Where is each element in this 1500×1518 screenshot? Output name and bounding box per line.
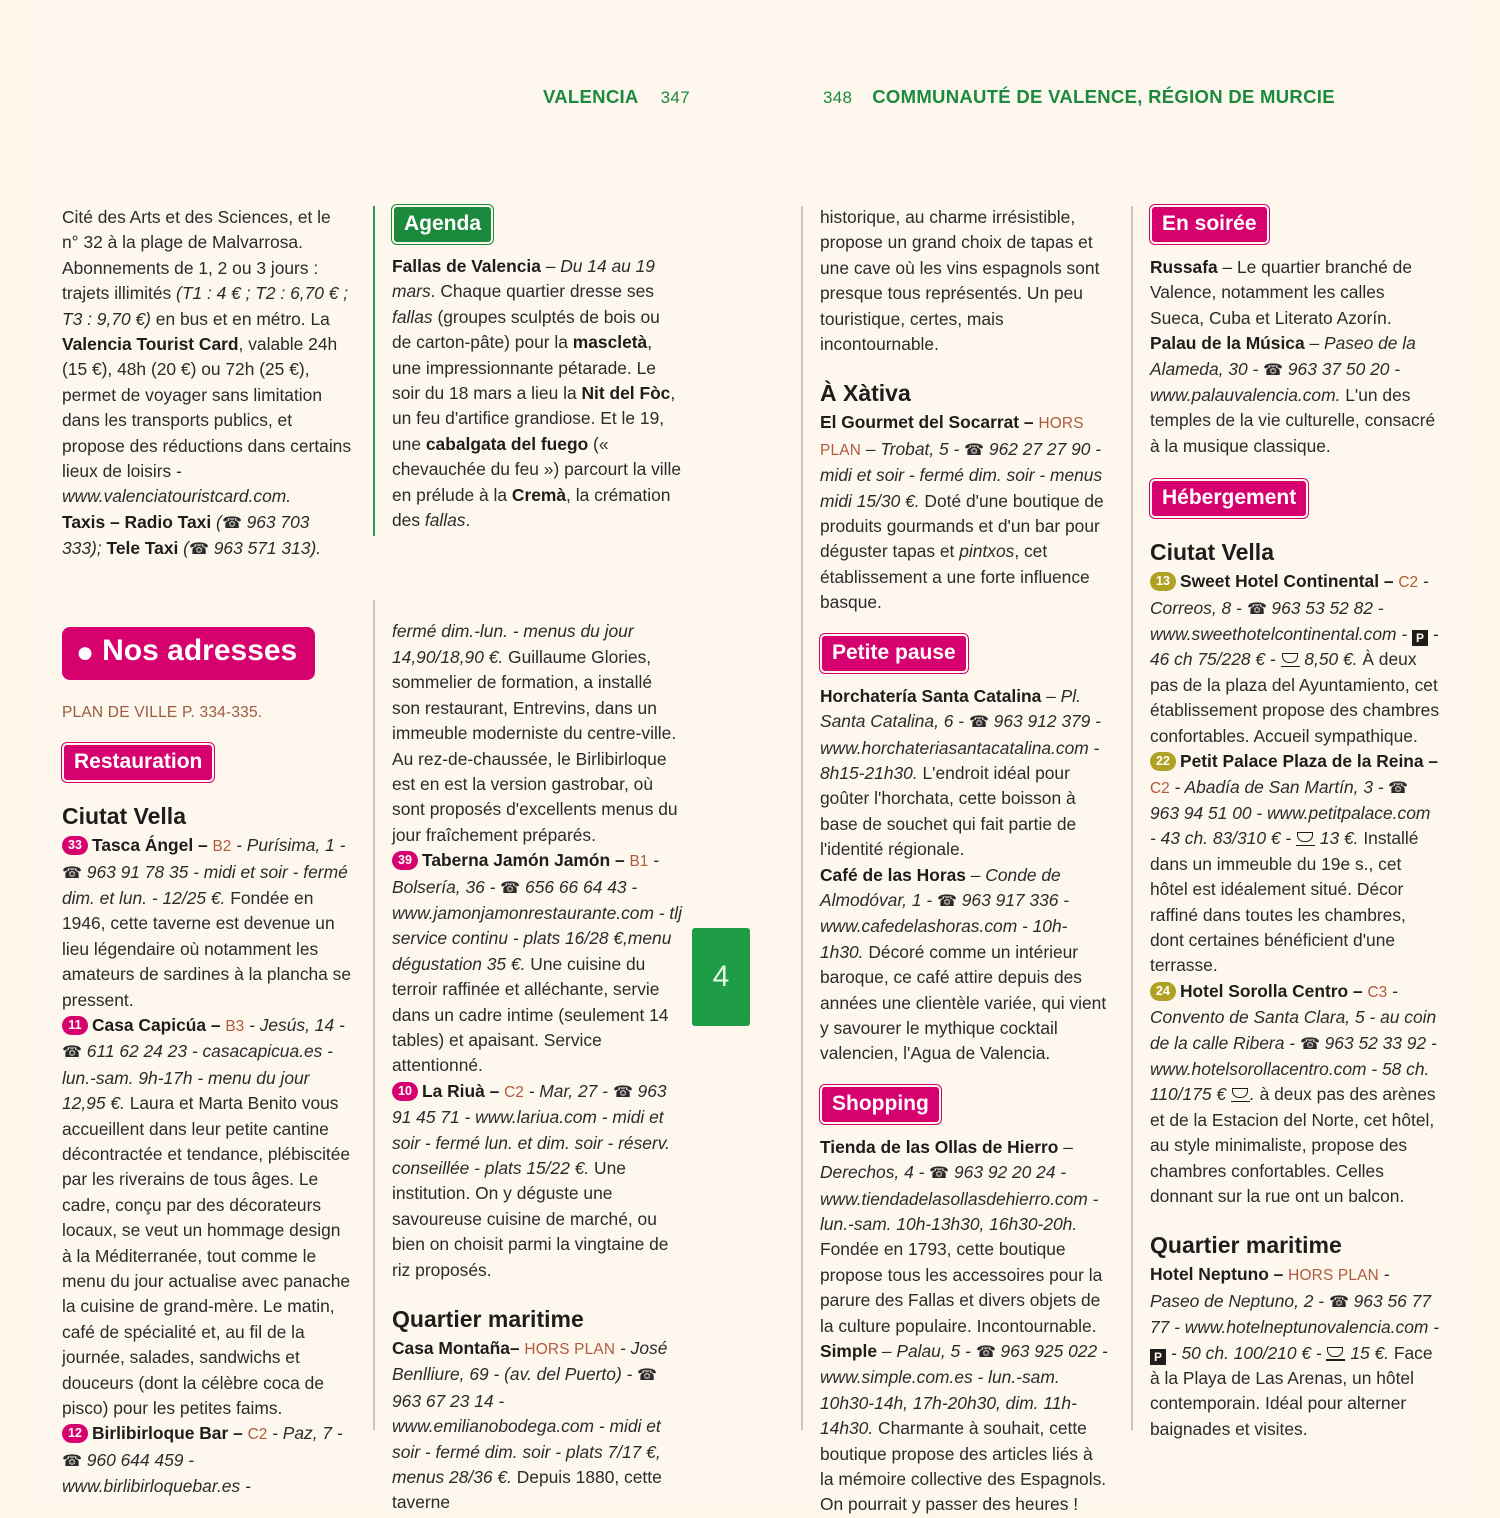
listing-cafe-de-las-horas bbox=[820, 863, 1110, 1067]
column-4 bbox=[1150, 205, 1440, 1442]
mascleta-term: mascletà bbox=[572, 332, 648, 353]
listing-tienda-ollas-de-hierro bbox=[820, 1135, 1110, 1339]
phone-icon: ☎ bbox=[1299, 1035, 1320, 1053]
birlibirloque-continuation bbox=[392, 619, 682, 848]
phone-icon: ☎ bbox=[62, 864, 82, 882]
quartier-maritime-heading-1: Quartier maritime bbox=[392, 1306, 584, 1333]
listing-description: Décoré comme un intérieur baroque, ce café attire depuis des années une clientèle variée, qui vient y savourer le mythique cocktail valencien, l'Agua de Valencia. bbox=[820, 941, 1107, 1064]
listing-description: L'endroit idéal pour goûter l'horchata, cette boisson à base de souchet qui fait partie de l'identité régionale. bbox=[820, 762, 1077, 860]
listing-name: Tasca Ángel bbox=[92, 835, 194, 856]
map-badge-13: 13 bbox=[1150, 572, 1176, 591]
listing-address: - Paseo de Neptuno, 2 - bbox=[1150, 1264, 1390, 1311]
phone-icon: ☎ bbox=[968, 714, 989, 732]
valencia-tourist-card-label: Valencia Tourist Card bbox=[62, 334, 239, 355]
running-head-left bbox=[543, 86, 690, 108]
column-3 bbox=[820, 205, 1110, 1518]
transport-text-2: en bus et en métro. La bbox=[150, 308, 330, 329]
listing-name: Hotel Neptuno bbox=[1150, 1264, 1269, 1285]
taxis-label: Taxis bbox=[62, 511, 106, 532]
listing-horchateria-santa-catalina bbox=[820, 684, 1110, 863]
petite-pause-label: Petite pause bbox=[832, 640, 956, 664]
transport-paragraph bbox=[62, 205, 352, 510]
folio-348: 348 bbox=[823, 88, 853, 107]
listing-address: - Convento de Santa Clara, 5 - au coin de la calle Ribera - bbox=[1150, 980, 1437, 1053]
column-2 bbox=[392, 205, 682, 1516]
listing-breakfast-price: 13 €. bbox=[1314, 828, 1359, 849]
listing-phone-hours: 963 912 379 - www.horchateriasantacatalina.com - 8h15-21h30. bbox=[820, 711, 1101, 783]
quartier-maritime-heading-2: Quartier maritime bbox=[1150, 1232, 1342, 1259]
listing-name: Tienda de las Ollas de Hierro bbox=[820, 1136, 1059, 1157]
listing-phone-hours: 656 66 64 43 - www.jamonjamonrestaurante.com - tlj service continu - plats 16/28 €,menu dégustation 35 €. bbox=[392, 876, 682, 974]
listing-phone-hours: 963 91 45 71 - www.lariua.com - midi et soir - fermé lun. et dim. soir - réserv. conseillée - plats 15/22 €. bbox=[392, 1080, 670, 1178]
phone-icon: ☎ bbox=[975, 1344, 996, 1362]
taxis-dash: – bbox=[105, 511, 125, 532]
listing-address: - Paz, 7 - bbox=[267, 1423, 343, 1444]
shopping-label: Shopping bbox=[832, 1091, 929, 1115]
phone-icon: ☎ bbox=[62, 1452, 82, 1470]
listing-hotel-neptuno: Hotel Neptuno – HORS PLAN - Paseo de Neptuno, 2 - ☎ 963 56 77 77 - www.hotelneptunovalencia.com - P - 50 ch. 100/210 € - 15 €. Face à la Playa de Las Arenas, un hôtel contemporain. Idéal pour alterner baignades et visites. bbox=[1150, 1264, 1440, 1439]
breakfast-icon bbox=[1281, 653, 1300, 667]
running-head-left-title: VALENCIA bbox=[543, 86, 639, 107]
listing-russafa bbox=[1150, 255, 1440, 331]
listing-birlibirloque-bar: 12 Birlibirloque Bar – C2 - Paz, 7 - ☎ 960 644 459 - www.birlibirloquebar.es - bbox=[62, 1423, 343, 1497]
listing-address: - José Benlliure, 69 - (av. del Puerto) - bbox=[392, 1338, 668, 1385]
location-pin-icon: ● bbox=[76, 635, 95, 669]
listing-phone-hours: 962 27 27 90 - midi et soir - fermé dim. soir - menus midi 15/30 €. bbox=[820, 438, 1103, 511]
map-reference: C3 bbox=[1367, 983, 1388, 1001]
birlibirloque-description: Guillaume Glories, sommelier de formation, a installé son restaurant, Entrevins, dans un immeuble moderniste du centre-ville. Au rez-de-chaussée, le Birlibirloque est en est la version gastrobar, où sont proposés d'excellents menus du jour fraîchement préparés. bbox=[392, 646, 678, 845]
listing-description: Installé dans un immeuble du 19e s., cet hôtel est idéalement situé. Décor raffiné dans toutes les chambres, dont certaines bénéficient d'une terrasse. bbox=[1150, 828, 1419, 976]
listing-taberna-jamon-jamon: 39 Taberna Jamón Jamón – B1 - Bolsería, 36 - ☎ 656 66 64 43 - www.jamonjamonrestaurante.com - tlj service continu - plats 16/28 €,menu dégustation 35 €. Une cuisine du terroir raffinée et alléchante, servie dans un cadre intime (seulement 14 tables) et apaisant. Service attentionné. bbox=[392, 850, 682, 1076]
breakfast-icon bbox=[1231, 1088, 1250, 1102]
listing-simple bbox=[820, 1339, 1110, 1518]
plan-de-ville-reference: PLAN DE VILLE P. 334-335. bbox=[62, 703, 263, 721]
casa-montana-continuation: historique, au charme irrésistible, propose un grand choix de tapas et une cave où les vins espagnols sont presque tous représentés. Un peu touristique, certes, mais incontournable. bbox=[820, 207, 1100, 355]
column-rule-agenda bbox=[373, 206, 375, 536]
phone-icon: ☎ bbox=[188, 541, 209, 559]
listing-phone-website: 963 94 51 00 - www.petitpalace.com - 43 ch. 83/310 € - bbox=[1150, 802, 1431, 849]
fallas-text-7: . bbox=[465, 510, 471, 531]
listing-description: Laura et Marta Benito vous accueillent dans leur petite cantine décontractée et tendance, plébiscitée par les riverains de tous âges. Le cadre, conçu par des décorateurs locaux, se veut un hommage design à la Méditerranée, tout comme le menu du jour actualise avec panache la cuisine de grand-mère. Le matin, café de spécialité et, au fil de la journée, salades, sandwichs et douceurs (dont la célèbre coca de pisco) pour les petites faims. bbox=[62, 1093, 351, 1419]
phone-icon: ☎ bbox=[612, 1083, 633, 1101]
listing-sweet-hotel-continental: 13 Sweet Hotel Continental – C2 - Correos, 8 - ☎ 963 53 52 82 - www.sweethotelcontinental.com - P - 46 ch 75/228 € - 8,50 €. À deux pas de la plaza del Ayuntamiento, cet établissement propose des chambres confortables. Accueil sympathique. bbox=[1150, 571, 1440, 746]
listing-price: - 50 ch. 100/210 € - bbox=[1166, 1342, 1327, 1363]
hors-plan-marker: HORS PLAN bbox=[820, 415, 1084, 459]
fallas-dates: Du 14 au 19 mars bbox=[392, 256, 655, 302]
listing-address: - Correos, 8 - bbox=[1150, 571, 1429, 618]
breakfast-icon bbox=[1326, 1347, 1345, 1361]
listing-name: El Gourmet del Socarrat bbox=[820, 412, 1020, 433]
listing-name: Simple bbox=[820, 1341, 878, 1362]
listing-description: À deux pas de la plaza del Ayuntamiento, cet établissement propose des chambres confortables. Accueil sympathique. bbox=[1150, 649, 1440, 746]
phone-icon: ☎ bbox=[964, 441, 985, 459]
listing-name: Birlibirloque Bar bbox=[92, 1423, 229, 1444]
listing-phone-hours: 960 644 459 - www.birlibirloquebar.es - bbox=[62, 1449, 251, 1497]
ciutat-vella-heading-1: Ciutat Vella bbox=[62, 803, 186, 830]
listing-phone-hours: 963 91 78 35 - midi et soir - fermé dim. et lun. - 12/25 €. bbox=[62, 861, 348, 908]
listing-hotel-sorolla-centro: 24 Hotel Sorolla Centro – C3 - Convento de Santa Clara, 5 - au coin de la calle Ribera - ☎ 963 52 33 92 - www.hotelsorollacentro.com - 58 ch. 110/175 € . à deux pas des arènes et de la Estacion del Norte, cet hôtel, au style minimaliste, propose des chambres confortables. Celles donnant sur la rue ont un balcon. bbox=[1150, 980, 1437, 1206]
tourist-card-text: , valable 24h (15 €), 48h (20 €) ou 72h (25 €), permet de voyager sans limitation dans les transports publics, et propose des réductions dans certains lieux de loisirs - bbox=[62, 334, 352, 482]
ciutat-vella-heading-2: Ciutat Vella bbox=[1150, 539, 1274, 566]
map-reference: B1 bbox=[629, 853, 649, 871]
listing-description: Depuis 1880, cette taverne bbox=[392, 1467, 662, 1513]
listing-casa-montana: Casa Montaña– HORS PLAN - José Benlliure, 69 - (av. del Puerto) - ☎ 963 67 23 14 - www.emilianobodega.com - midi et soir - fermé dim. soir - plats 7/17 €, menus 28/36 €. Depuis 1880, cette taverne bbox=[392, 1338, 668, 1513]
listing-casa-capicua: 11 Casa Capicúa – B3 - Jesús, 14 - ☎ 611 62 24 23 - casacapicua.es - lun.-sam. 9h-17h - menu du jour 12,95 €. Laura et Marta Benito vous accueillent dans leur petite cantine décontractée et tendance, plébiscitée par les riverains de tous âges. Le cadre, conçu par des décorateurs locaux, se veut un hommage design à la Méditerranée, tout comme le menu du jour actualise avec panache la cuisine de grand-mère. Le matin, café de spécialité et, au fil de la journée, salades, sandwichs et douceurs (dont la célèbre coca de pisco) pour les petites faims. bbox=[62, 1014, 351, 1419]
fallas-text-6: , la crémation des bbox=[392, 484, 671, 531]
cabalgata-term: cabalgata del fuego bbox=[425, 433, 589, 454]
listing-palau-de-la-musica bbox=[1150, 331, 1440, 459]
map-reference: C2 bbox=[504, 1083, 524, 1101]
listing-tasca-angel: 33 Tasca Ángel – B2 - Purísima, 1 - ☎ 963 91 78 35 - midi et soir - fermé dim. et lun. - 12/25 €. Fondée en 1946, cette taverne est devenue un lieu légendaire où notamment les amateurs de sardines à la plancha se pressent. bbox=[62, 835, 352, 1010]
map-badge-10: 10 bbox=[392, 1082, 418, 1101]
listing-phone-hours: 963 925 022 - www.simple.com.es - lun.-sam. 10h30-14h, 17h-20h30, dim. 11h-14h30. bbox=[820, 1341, 1108, 1439]
restauration-chip bbox=[62, 743, 214, 782]
column-rule-2-3 bbox=[801, 206, 803, 1430]
fallas-italic-1: fallas bbox=[392, 306, 433, 327]
hors-plan-marker: HORS PLAN bbox=[1288, 1267, 1379, 1285]
a-xativa-heading: À Xàtiva bbox=[820, 380, 911, 407]
petite-pause-chip bbox=[820, 634, 968, 673]
listing-el-gourmet-del-socarrat: El Gourmet del Socarrat – HORS PLAN – Trobat, 5 - ☎ 962 27 27 90 - midi et soir - fermé dim. soir - menus midi 15/30 €. Doté d'une boutique de produits gourmands et d'un bar pour déguster tapas et pintxos, cet établissement a une forte influence basque. bbox=[820, 412, 1104, 613]
listing-address: – Palau, 5 - bbox=[877, 1341, 976, 1362]
listing-description: L'un des temples de la vie culturelle, consacré à la musique classique. bbox=[1150, 385, 1436, 456]
taxis-paragraph: Taxis – Radio Taxi (☎ 963 703 333); Tele Taxi (☎ 963 571 313). bbox=[62, 510, 352, 563]
listing-phone-hours: 963 917 336 - www.cafedelashoras.com - 10h-1h30. bbox=[820, 889, 1070, 962]
listing-description: Face à la Playa de Las Arenas, un hôtel contemporain. Idéal pour alterner baignades et visites. bbox=[1150, 1342, 1433, 1439]
listing-address: - Mar, 27 - bbox=[523, 1080, 613, 1101]
listing-breakfast-price: 8,50 €. bbox=[1299, 649, 1358, 670]
listing-breakfast-price: 15 €. bbox=[1345, 1342, 1389, 1363]
listing-description: – Le quartier branché de Valence, notamment les calles Sueca, Cuba et Literato Azorín. bbox=[1150, 257, 1413, 328]
listing-description: Une institution. On y déguste une savoureuse cuisine de marché, ou bien on choisit parmi la vingtaine de riz proposés. bbox=[392, 1158, 669, 1280]
fallas-text-2: (groupes sculptés de bois ou de carton-pâte) pour la bbox=[392, 306, 660, 353]
tele-taxi-name: Tele Taxi bbox=[106, 538, 179, 559]
birlibirloque-hours: fermé dim.-lun. - menus du jour 14,90/18,90 €. bbox=[392, 621, 634, 667]
shopping-chip bbox=[820, 1085, 941, 1124]
listing-phone-hours: 963 92 20 24 - www.tiendadelasollasdehierro.com - lun.-sam. 10h-13h30, 16h30-20h. bbox=[820, 1162, 1099, 1234]
phone-icon: ☎ bbox=[1246, 600, 1267, 618]
column-rule-1-2 bbox=[373, 600, 375, 1430]
en-soiree-label: En soirée bbox=[1162, 212, 1257, 235]
map-reference: C2 bbox=[1150, 779, 1170, 797]
map-badge-22: 22 bbox=[1150, 752, 1176, 771]
hors-plan-marker: HORS PLAN bbox=[524, 1341, 616, 1359]
folio-347: 347 bbox=[660, 88, 690, 107]
listing-name: Horchatería Santa Catalina bbox=[820, 685, 1042, 706]
column-rule-3-4 bbox=[1131, 206, 1133, 1430]
listing-name: Taberna Jamón Jamón bbox=[422, 850, 611, 871]
parking-icon: P bbox=[1150, 1349, 1166, 1365]
nos-adresses-heading bbox=[62, 627, 315, 680]
listing-name: Palau de la Música bbox=[1150, 333, 1305, 354]
transport-fares: (T1 : 4 € ; T2 : 6,70 € ; T3 : 9,70 €) bbox=[62, 283, 349, 329]
phone-icon: ☎ bbox=[1388, 779, 1409, 797]
map-reference: C2 bbox=[247, 1426, 268, 1444]
listing-la-riua: 10 La Riuà – C2 - Mar, 27 - ☎ 963 91 45 71 - www.lariua.com - midi et soir - fermé lun. et dim. soir - réserv. conseillée - plats 15/22 €. Une institution. On y déguste une savoureuse cuisine de marché, ou bien on choisit parmi la vingtaine de riz proposés. bbox=[392, 1080, 670, 1280]
map-badge-33: 33 bbox=[62, 836, 88, 855]
tele-taxi-phone: 963 571 313). bbox=[208, 538, 322, 559]
tourist-card-url[interactable]: www.valenciatouristcard.com. bbox=[62, 486, 292, 507]
listing-address: - Purísima, 1 - bbox=[231, 835, 346, 856]
phone-icon: ☎ bbox=[929, 1165, 950, 1183]
nit-del-foc-term: Nit del Fòc bbox=[581, 383, 671, 404]
agenda-fallas-entry: Fallas de Valencia – Du 14 au 19 mars. Chaque quartier dresse ses fallas (groupes sculptés de bois ou de carton-pâte) pour la mascletà, une impressionnante pétarade. Le soir du 18 mars a lieu la Nit del Fòc, un feu d'artifice grandiose. Et le 19, une cabalgata del fuego (« chevauchée du feu ») parcourt la ville en prélude à la Cremà, la crémation des fallas. bbox=[392, 256, 682, 531]
listing-breakfast-price: . bbox=[1249, 1084, 1255, 1105]
fallas-name: Fallas de Valencia bbox=[392, 256, 541, 276]
listing-name: La Riuà bbox=[422, 1080, 485, 1101]
listing-description: à deux pas des arènes et de la Estacion del Norte, cet hôtel, au style minimaliste, propose des chambres confortables. Celles donnant sur la rue ont un balcon. bbox=[1150, 1084, 1436, 1206]
phone-icon: ☎ bbox=[637, 1367, 658, 1385]
crema-term: Cremà bbox=[511, 484, 567, 505]
listing-name: Petit Palace Plaza de la Reina bbox=[1180, 751, 1424, 772]
chapter-tab bbox=[692, 928, 750, 1026]
column-1 bbox=[62, 205, 352, 1500]
listing-name: Casa Capicúa bbox=[92, 1014, 207, 1035]
listing-address: – Trobat, 5 - bbox=[861, 438, 965, 459]
listing-description: Charmante à souhait, cette boutique propose des articles liés à la mémoire collective des Espagnols. On pourrait y passer des heures ! bbox=[820, 1418, 1107, 1515]
listing-phone-website: 963 52 33 92 - www.hotelsorollacentro.com - 58 ch. 110/175 € bbox=[1150, 1032, 1437, 1105]
radio-taxi-name: Radio Taxi bbox=[124, 511, 212, 532]
listing-description-1: Doté d'une boutique de produits gourmands et d'un bar pour déguster tapas et bbox=[820, 490, 1104, 562]
map-badge-12: 12 bbox=[62, 1424, 88, 1443]
phone-icon: ☎ bbox=[1328, 1293, 1349, 1311]
running-head-right-title: COMMUNAUTÉ DE VALENCE, RÉGION DE MURCIE bbox=[872, 86, 1335, 107]
listing-name: Casa Montaña bbox=[392, 1338, 510, 1359]
breakfast-icon bbox=[1296, 832, 1315, 846]
listing-name: Café de las Horas bbox=[820, 864, 966, 885]
listing-description-2: , cet établissement a une forte influence basque. bbox=[820, 541, 1090, 613]
agenda-chip bbox=[392, 205, 493, 244]
phone-icon: ☎ bbox=[1263, 361, 1284, 379]
listing-name: Russafa bbox=[1150, 257, 1218, 277]
fallas-text-1: . Chaque quartier dresse ses bbox=[430, 281, 654, 302]
listing-phone-website: 963 37 50 20 - www.palauvalencia.com. bbox=[1150, 358, 1401, 406]
listing-address: - Abadía de San Martín, 3 - bbox=[1169, 776, 1389, 797]
listing-description: Une cuisine du terroir raffinée et alléchante, servie dans un cadre intime (seulement 14 tables) et apaisant. Service attentionné. bbox=[392, 953, 669, 1076]
fallas-text-3: , une impressionnante pétarade. Le soir du 18 mars a lieu la bbox=[392, 332, 656, 404]
fallas-text-4: , un feu d'artifice grandiose. Et le 19, une bbox=[392, 383, 676, 454]
map-reference: B3 bbox=[225, 1017, 245, 1035]
restauration-label: Restauration bbox=[74, 750, 203, 774]
phone-icon: ☎ bbox=[936, 892, 957, 910]
listing-address: – Paseo de la Alameda, 30 - bbox=[1150, 333, 1416, 379]
map-reference: B2 bbox=[212, 838, 232, 856]
running-head-right bbox=[823, 86, 1335, 108]
listing-petit-palace-plaza-de-la-reina: 22 Petit Palace Plaza de la Reina – C2 - Abadía de San Martín, 3 - ☎ 963 94 51 00 - www.petitpalace.com - 43 ch. 83/310 € - 13 €. Installé dans un immeuble du 19e s., cet hôtel est idéalement situé. Décor raffiné dans toutes les chambres, dont certaines bénéficient d'une terrasse. bbox=[1150, 751, 1439, 976]
listing-price: - 46 ch 75/228 € - bbox=[1150, 624, 1439, 670]
listing-address: - Bolsería, 36 - bbox=[392, 850, 659, 897]
map-badge-39: 39 bbox=[392, 851, 418, 870]
phone-icon: ☎ bbox=[62, 1044, 82, 1062]
phone-icon: ☎ bbox=[500, 879, 521, 897]
listing-phone-hours: 963 67 23 14 - www.emilianobodega.com - midi et soir - fermé dim. soir - plats 7/17 €, menus 28/36 €. bbox=[392, 1390, 661, 1488]
listing-description: Fondée en 1946, cette taverne est devenue un lieu légendaire où notamment les amateurs de sardines à la plancha se pressent. bbox=[62, 887, 352, 1010]
transport-text-1: Cité des Arts et des Sciences, et le n° 32 à la plage de Malvarrosa. Abonnements de 1, 2 ou 3 jours : trajets illimités bbox=[62, 207, 331, 304]
map-badge-11: 11 bbox=[62, 1016, 88, 1035]
fallas-italic-2: fallas bbox=[424, 510, 466, 531]
hebergement-chip bbox=[1150, 479, 1308, 518]
parking-icon: P bbox=[1412, 630, 1428, 646]
radio-taxi-phone: 963 703 333) bbox=[62, 511, 310, 559]
nos-adresses-label: Nos adresses bbox=[102, 633, 298, 667]
listing-name: Sweet Hotel Continental bbox=[1180, 571, 1380, 592]
listing-address: – Conde de Almodóvar, 1 - bbox=[820, 864, 1061, 910]
chapter-tab-number: 4 bbox=[712, 960, 730, 993]
hebergement-label: Hébergement bbox=[1162, 486, 1297, 510]
listing-phone-website: 963 56 77 77 - www.hotelneptunovalencia.com - bbox=[1150, 1290, 1440, 1338]
phone-icon: ☎ bbox=[221, 514, 242, 532]
listing-address: - Jesús, 14 - bbox=[244, 1014, 345, 1035]
pintxos-term: pintxos bbox=[959, 541, 1015, 562]
listing-phone-website: 963 53 52 82 - www.sweethotelcontinental.com - bbox=[1150, 597, 1412, 645]
agenda-label: Agenda bbox=[404, 212, 482, 235]
listing-name: Hotel Sorolla Centro bbox=[1180, 980, 1349, 1001]
map-badge-24: 24 bbox=[1150, 982, 1176, 1001]
en-soiree-chip bbox=[1150, 205, 1269, 244]
fallas-text-5: (« chevauchée du feu ») parcourt la ville en prélude à la bbox=[392, 433, 682, 505]
map-reference: C2 bbox=[1398, 574, 1419, 592]
listing-address: – Pl. Santa Catalina, 6 - bbox=[820, 685, 1081, 732]
listing-address: – Derechos, 4 - bbox=[820, 1136, 1073, 1183]
listing-description: Fondée en 1793, cette boutique propose tous les accessoires pour la parure des Fallas et divers objets de la culture populaire. Incontournable. bbox=[820, 1239, 1103, 1336]
listing-phone-hours: 611 62 24 23 - casacapicua.es - lun.-sam. 9h-17h - menu du jour 12,95 €. bbox=[62, 1041, 333, 1114]
